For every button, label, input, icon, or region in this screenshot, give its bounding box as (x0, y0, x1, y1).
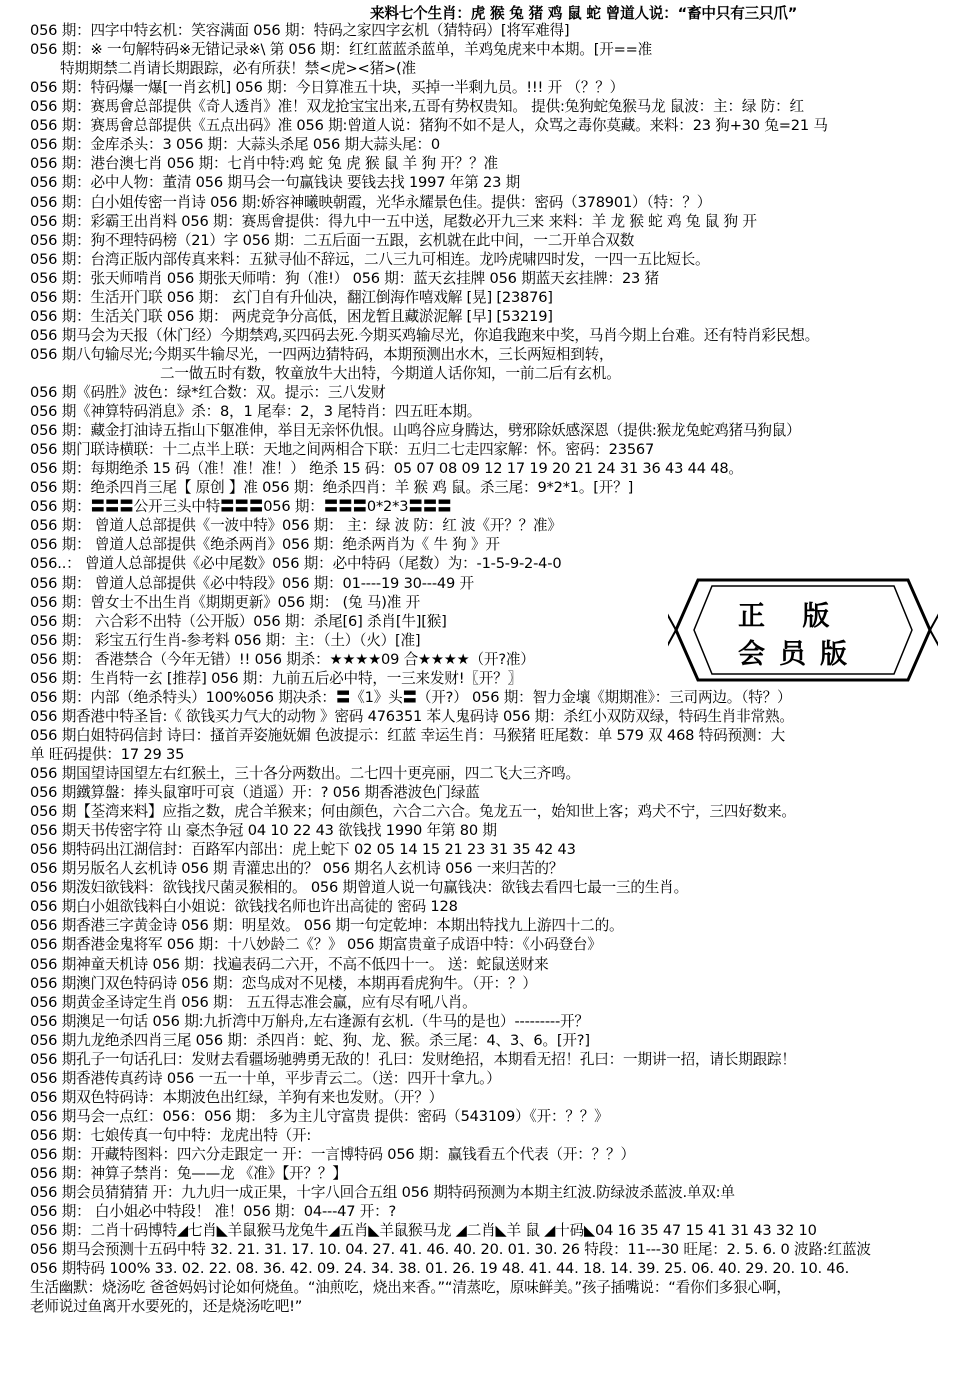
text-line: 056 期《码胜》波色：绿*红合数：双。提示：三八发财 (30, 383, 386, 401)
text-line: 056 期：〓〓〓公开三头中特〓〓〓056 期：〓〓〓0*2*3〓〓〓 (30, 498, 452, 516)
text-line: 056 期香港传真药诗 056 一五一十单，平步青云二。（送：四开十拿九。） (30, 1069, 501, 1087)
text-line: 056 期：内部（绝杀特头）100%056 期决杀：〓《1》头〓（开?） 056 期：智力金壤《期期准》：三司两边。（特？） (30, 688, 792, 706)
text-line: 056 期：赛馬會总部提供《奇人透肖》准！双龙抢宝宝出来,五哥有势权贵知。 提供:兔狗蛇兔猴马龙 鼠波：主：绿 防：红 (30, 98, 804, 116)
text-line: 056 期香港中特圣旨:《 欲钱买力气大的动物 》密码 476351 苯人鬼码诗 056 期：杀红小双防双绿，特码生肖非常熟。 (30, 707, 794, 725)
text-line: 056..： 曾道人总部提供《必中尾数》056 期：必中特码（尾数）为：-1-5-9-2-4-0 (30, 555, 562, 573)
header-line: 来料七个生肖：虎 猴 兔 猪 鸡 鼠 蛇 曾道人说：“畜中只有三只爪” (370, 5, 798, 22)
text-line: 老师说过鱼离开水要死的，还是烧汤吃吧!” (30, 1298, 303, 1316)
text-line: 056 期：二肖十码博特◢七肖◣羊鼠猴马龙兔牛◢五肖◣羊鼠猴马龙 ◢二肖◣羊 鼠 ◢十码◣04 16 35 47 15 41 31 43 32 10 (30, 1222, 817, 1240)
text-line: 056 期门联诗横联：十二点半上联：天地之间两相合下联：五归二七走四家解：怀。密码：23567 (30, 441, 655, 459)
text-line: 056 期： 曾道人总部提供《必中特段》056 期：01----19 30---49 开 (30, 574, 474, 592)
text-line: 单 旺码提供：17 29 35 (30, 745, 185, 763)
stamp-line-genuine: 正 版 (738, 601, 844, 632)
text-line: 056 期：绝杀四肖三尾【 原创 】准 056 期：绝杀四肖：羊 猴 鸡 鼠。杀三尾：9*2*1。[开？] (30, 479, 634, 497)
text-line: 056 期：白小姐传密一肖诗 056 期:娇容神曦映朝霞，光华永耀景色佳。提供：密码（378901）（特：？） (30, 193, 712, 211)
text-line: 056 期另版名人玄机诗 056 期 青灌忠出的？ 056 期名人玄机诗 056 一来归苦的？ (30, 860, 564, 878)
text-line: 056 期黄金圣诗定生肖 056 期： 五五得志准会赢，应有尽有吼八肖。 (30, 993, 477, 1011)
text-line: 056 期鐵算盤：捧头鼠窜吁可哀（逍遥）开：? 056 期香港波色门绿蓝 (30, 784, 480, 801)
text-line: 056 期： 白小姐必中特段！ 准！056 期：04---47 开：? (30, 1203, 397, 1221)
text-line: 056 期：每期绝杀 15 码（准！准！准！） 绝杀 15 码：05 07 08 09 12 17 19 20 21 24 31 36 43 44 48。 (30, 460, 743, 478)
text-line: 056 期：开藏特图料：四六分走跟定一 开：一言博特码 056 期：赢钱看五个代表（开：？？） (30, 1146, 635, 1163)
text-line: 056 期：赛馬會总部提供《五点出码》准 056 期:曾道人说：猪狗不如不是人，众骂之毒你莫藏。来料：23 狗+30 兔=21 马 (30, 117, 828, 135)
text-line: 056 期：彩霸王出肖料 056 期：赛馬會提供：得九中一五中送，尾数必开九三来 来料：羊 龙 猴 蛇 鸡 兔 鼠 狗 开 (30, 212, 757, 230)
text-line: 056 期国望诗国望左右红猴土，三十各分两数出。二七四十更亮丽，四二飞大三齐鸣。 (30, 765, 580, 782)
text-line: 056 期： 曾道人总部提供《绝杀两肖》056 期：绝杀两肖为《 牛 狗 》开 (30, 536, 500, 554)
text-line: 056 期：必中人物：董清 056 期马会一句赢钱诀 要钱去找 1997 年第 23 期 (30, 174, 520, 192)
text-line: 056 期：曾女士不出生肖《期期更新》056 期： (兔 马)准 开 (30, 593, 420, 611)
text-line: 056 期：神算子禁肖：兔——龙 《准》【开？？】 (30, 1165, 347, 1182)
text-line: 056 期：藏金打油诗五指山下躯准伸，举目无亲怀仇恨。山鸣谷应身腾达，劈邪除妖感深恩（提供:猴龙兔蛇鸡猪马狗鼠） (30, 422, 801, 440)
text-line: 056 期马会预测十五码中特 32. 21. 31. 17. 10. 04. 27. 41. 46. 40. 20. 01. 30. 26 特段：11---30 旺尾：2. 5. 6. 0 波路:红蓝波 (30, 1241, 871, 1259)
text-line: 056 期特码 100% 33. 02. 22. 08. 36. 42. 09. 24. 34. 38. 01. 26. 19 48. 41. 44. 18. 14. 39. 25. 06. 40. 29. 20. 10. 46. (30, 1260, 850, 1278)
text-line: 056 期：四字中特玄机：笑容满面 056 期：特码之家四字玄机（猜特码）[将军难得] (30, 22, 570, 39)
text-line: 056 期孔子一句话孔曰：发财去看疆场驰骋勇无敌的！孔曰：发财绝招，本期看无招！孔曰：一期讲一招，请长期跟踪！ (30, 1050, 796, 1068)
text-line: 056 期【荃湾来料】应指之数，虎合羊猴来；何由颜色，六合二六合。兔龙五一，始知世上客；鸡犬不宁，三四好数来。 (30, 803, 796, 821)
text-line: 056 期白小姐欲钱料白小姐说：欲钱找名师也许出高徒的 密码 128 (30, 898, 458, 916)
text-line: 056 期：金库杀头：3 056 期：大蒜头杀尾 056 期大蒜头尾：0 (30, 136, 441, 154)
text-line: 056 期：生肖特一玄 [推荐] 056 期：九前五后必中特，一三来发财!〖开？〗 (30, 669, 522, 687)
text-line: 056 期泼妇欲钱料：欲钱找尺菌灵猴相的。 056 期曾道人说一句赢钱决：欲钱去看四七最一三的生肖。 (30, 879, 688, 897)
text-line: 特期期禁二肖请长期跟踪，必有所获！禁<虎><猪>(准 (60, 60, 416, 78)
text-line: 056 期天书传密字符 山 豪杰争冠 04 10 22 43 欲钱找 1990 年第 80 期 (30, 822, 497, 840)
text-line: 056 期九龙绝杀四肖三尾 056 期：杀四肖：蛇、狗、龙、猴。杀三尾：4、3、6。[开?] (30, 1031, 590, 1049)
text-line: 056 期： 曾道人总部提供《一波中特》056 期： 主：绿 波 防：红 波《开？？准》 (30, 517, 562, 535)
text-line: 056 期：特码爆一爆[一肖玄机] 056 期：今日算准五十块，买掉一半剩九员。!!! 开 （？？） (30, 79, 625, 97)
text-line: 056 期： 香港禁合（今年无错）!! 056 期杀：★★★★09 合★★★★（开?准） (30, 650, 535, 668)
text-line: 056 期会员猜猜猜 开：九九归一成正果，十字八回合五组 056 期特码预测为本期主红波.防绿波杀蓝波.单双:单 (30, 1184, 735, 1201)
text-line: 056 期：七娘传真一句中特：龙虎出特（开: (30, 1126, 312, 1144)
text-line: 056 期神童天机诗 056 期：找遍表码二六开，不高不低四十一。 送：蛇鼠送财来 (30, 955, 549, 973)
text-line: 生活幽默：烧汤吃 爸爸妈妈讨论如何烧鱼。“油煎吃，烧出来香。”“清蒸吃，原味鲜美。”孩子插嘴说：“看你们多狠心啊， (30, 1279, 791, 1297)
text-line: 056 期： 彩宝五行生肖-参考料 056 期：主：（土）（火）[准] (30, 631, 421, 649)
text-line: 056 期香港三字黄金诗 056 期：明星效。 056 期一句定乾坤：本期出特找九上游四十二的。 (30, 917, 624, 935)
text-line: 056 期双色特码诗：本期波色出红绿，羊狗有来也发财。（开？） (30, 1088, 444, 1106)
text-line: 056 期：台湾正版内部传真来料：五狱寻仙不辞远，二八三九可相连。龙吟虎啸四时发，一四一五比短长。 (30, 250, 710, 268)
member-edition-stamp (668, 572, 938, 688)
text-line: 056 期八句输尽光;今期买牛输尽光，一四两边猜特码，本期预测出水木，三长两短相到转， (30, 345, 614, 363)
text-line: 056 期马会为天报（休门经）今期禁鸡,买四码去死.今期买鸡输尽光，你追我跑来中奖，马肖今期上台难。还有特肖彩民想。 (30, 326, 820, 344)
text-line: 056 期马会一点红：056：056 期： 多为主儿守富贵 提供：密码（543109）《开：？？》 (30, 1107, 609, 1125)
text-line: 056 期澳门双色特码诗 056 期：恋鸟成对不见楼，本期再看虎狗牛。（开：？） (30, 974, 537, 992)
text-line: 056 期：张天师啃肖 056 期张天师啃：狗（准!） 056 期：蓝天玄挂牌 056 期蓝天玄挂牌：23 猪 (30, 269, 659, 287)
text-line: 056 期香港金鬼将军 056 期：十八妙龄二《？》 056 期富贵童子成语中特：《小码登台》 (30, 936, 602, 954)
text-line: 056 期：狗不理特码榜（21）字 056 期：二五后面一五跟，玄机就在此中间，一二开单合双数 (30, 231, 635, 249)
text-line: 056 期：生活开门联 056 期： 玄门自有升仙决，翻江倒海作嘻戏解 [晃] [23876] (30, 288, 553, 306)
text-line: 056 期：港台澳七肖 056 期：七肖中特:鸡 蛇 兔 虎 猴 鼠 羊 狗 开？？准 (30, 155, 498, 173)
text-line: 056 期《神算特码消息》杀：8，1 尾奉：2，3 尾特肖：四五旺本期。 (30, 403, 482, 420)
stamp-line-member: 会员版 (738, 639, 861, 670)
text-line: 二一做五时有数，牧童放牛大出特，今期道人话你知，一前二后有玄机。 (160, 364, 621, 382)
text-line: 056 期：生活关门联 056 期： 两虎竞争分高低，困龙暂且藏淤泥解 [早] [53219] (30, 307, 553, 325)
text-line: 056 期： 六合彩不出特（公开版）056 期：杀尾[6] 杀肖[牛][猴] (30, 612, 447, 630)
text-line: 056 期特码出江湖信封：百路军内部出：虎上蛇下 02 05 14 15 21 23 31 35 42 43 (30, 841, 576, 859)
text-line: 056 期：※ 一句解特码※无错记录※\ 第 056 期：红红蓝蓝杀蓝单，羊鸡兔虎来中本期。[开==准 (30, 41, 653, 58)
text-line: 056 期白姐特码信封 诗曰：搔首弄姿施妩媚 色波提示：红蓝 幸运生肖：马猴猪 旺尾数：单 579 双 468 特码预测：大 (30, 726, 786, 744)
text-line: 056 期澳足一句话 056 期:九折湾中万斛舟,左右逢源有玄机.（牛马的是也）---------开？ (30, 1012, 589, 1030)
